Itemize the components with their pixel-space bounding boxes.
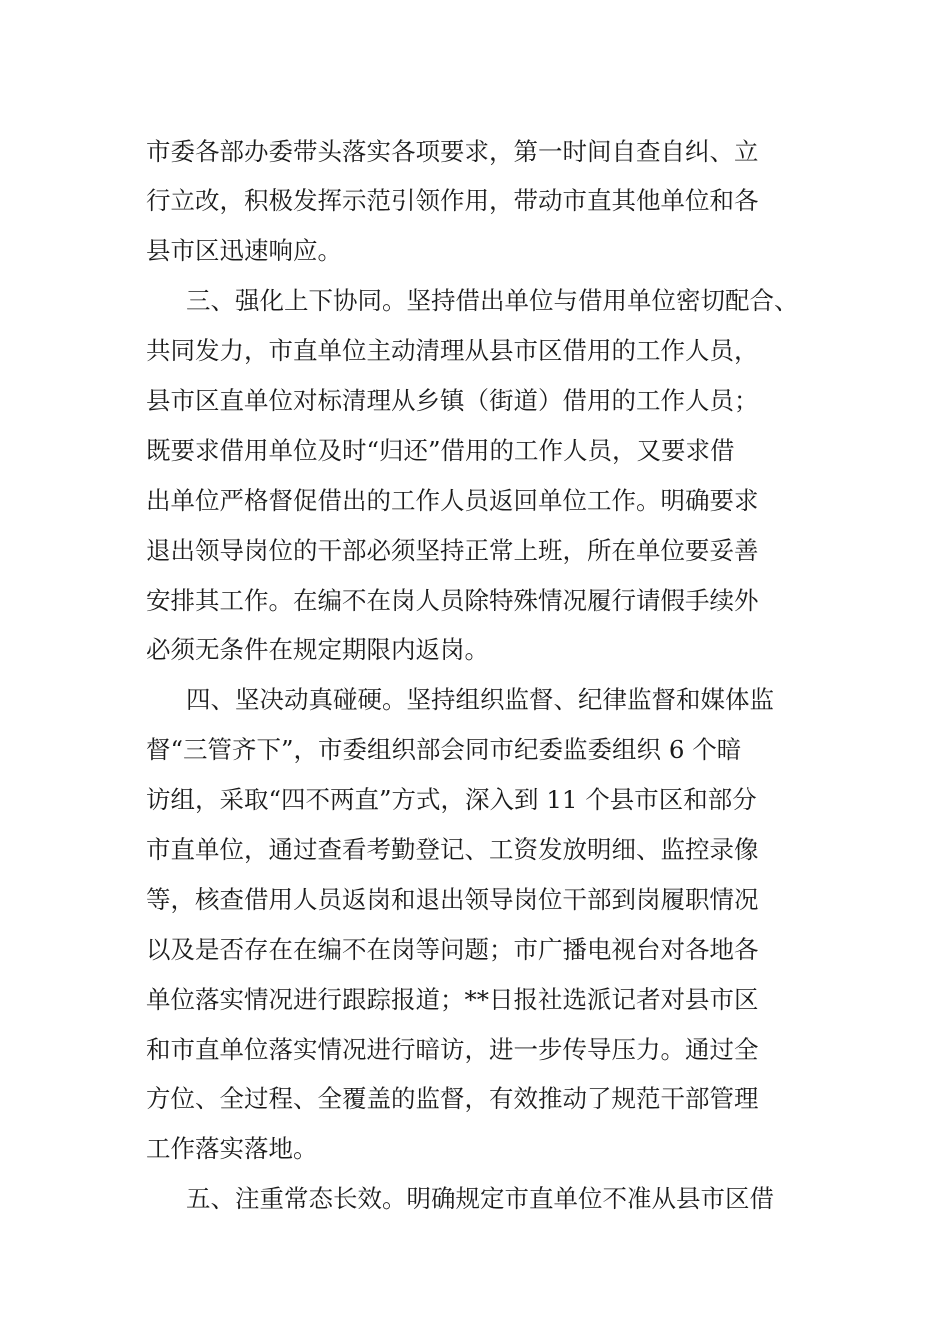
paragraph-line: 必须无条件在规定期限内返岗。 xyxy=(146,635,489,664)
paragraph-line: 工作落实落地。 xyxy=(146,1134,318,1163)
paragraph-line: 行立改，积极发挥示范引领作用，带动市直其他单位和各 xyxy=(146,186,759,215)
paragraph-line: 督“三管齐下”，市委组织部会同市纪委监委组织 6 个暗 xyxy=(146,735,742,764)
paragraph-line: 和市直单位落实情况进行暗访，进一步传导压力。通过全 xyxy=(146,1035,759,1064)
paragraph-line: 方位、全过程、全覆盖的监督，有效推动了规范干部管理 xyxy=(146,1084,759,1113)
paragraph-line: 市委各部办委带头落实各项要求，第一时间自查自纠、立 xyxy=(146,137,759,166)
paragraph-line: 县市区直单位对标清理从乡镇（街道）借用的工作人员； xyxy=(146,386,759,415)
paragraph-line: 访组，采取“四不两直”方式，深入到 11 个县市区和部分 xyxy=(146,785,757,814)
paragraph-line: 共同发力，市直单位主动清理从县市区借用的工作人员， xyxy=(146,336,759,365)
paragraph-line: 市直单位，通过查看考勤登记、工资发放明细、监控录像 xyxy=(146,835,759,864)
paragraph-line: 出单位严格督促借出的工作人员返回单位工作。明确要求 xyxy=(146,486,759,515)
paragraph-line: 既要求借用单位及时“归还”借用的工作人员，又要求借 xyxy=(146,436,735,465)
paragraph-line: 等，核查借用人员返岗和退出领导岗位干部到岗履职情况 xyxy=(146,885,759,914)
paragraph-line: 以及是否存在在编不在岗等问题；市广播电视台对各地各 xyxy=(146,935,759,964)
paragraph-line: 单位落实情况进行跟踪报道；**日报社选派记者对县市区 xyxy=(146,985,759,1014)
paragraph-line: 县市区迅速响应。 xyxy=(146,236,342,265)
paragraph-line: 安排其工作。在编不在岗人员除特殊情况履行请假手续外 xyxy=(146,586,759,615)
section-heading-line: 三、强化上下协同。坚持借出单位与借用单位密切配合、 xyxy=(186,286,799,315)
section-heading-line: 五、注重常态长效。明确规定市直单位不准从县市区借 xyxy=(186,1184,774,1213)
paragraph-line: 退出领导岗位的干部必须坚持正常上班，所在单位要妥善 xyxy=(146,536,759,565)
section-heading-line: 四、坚决动真碰硬。坚持组织监督、纪律监督和媒体监 xyxy=(186,685,774,714)
